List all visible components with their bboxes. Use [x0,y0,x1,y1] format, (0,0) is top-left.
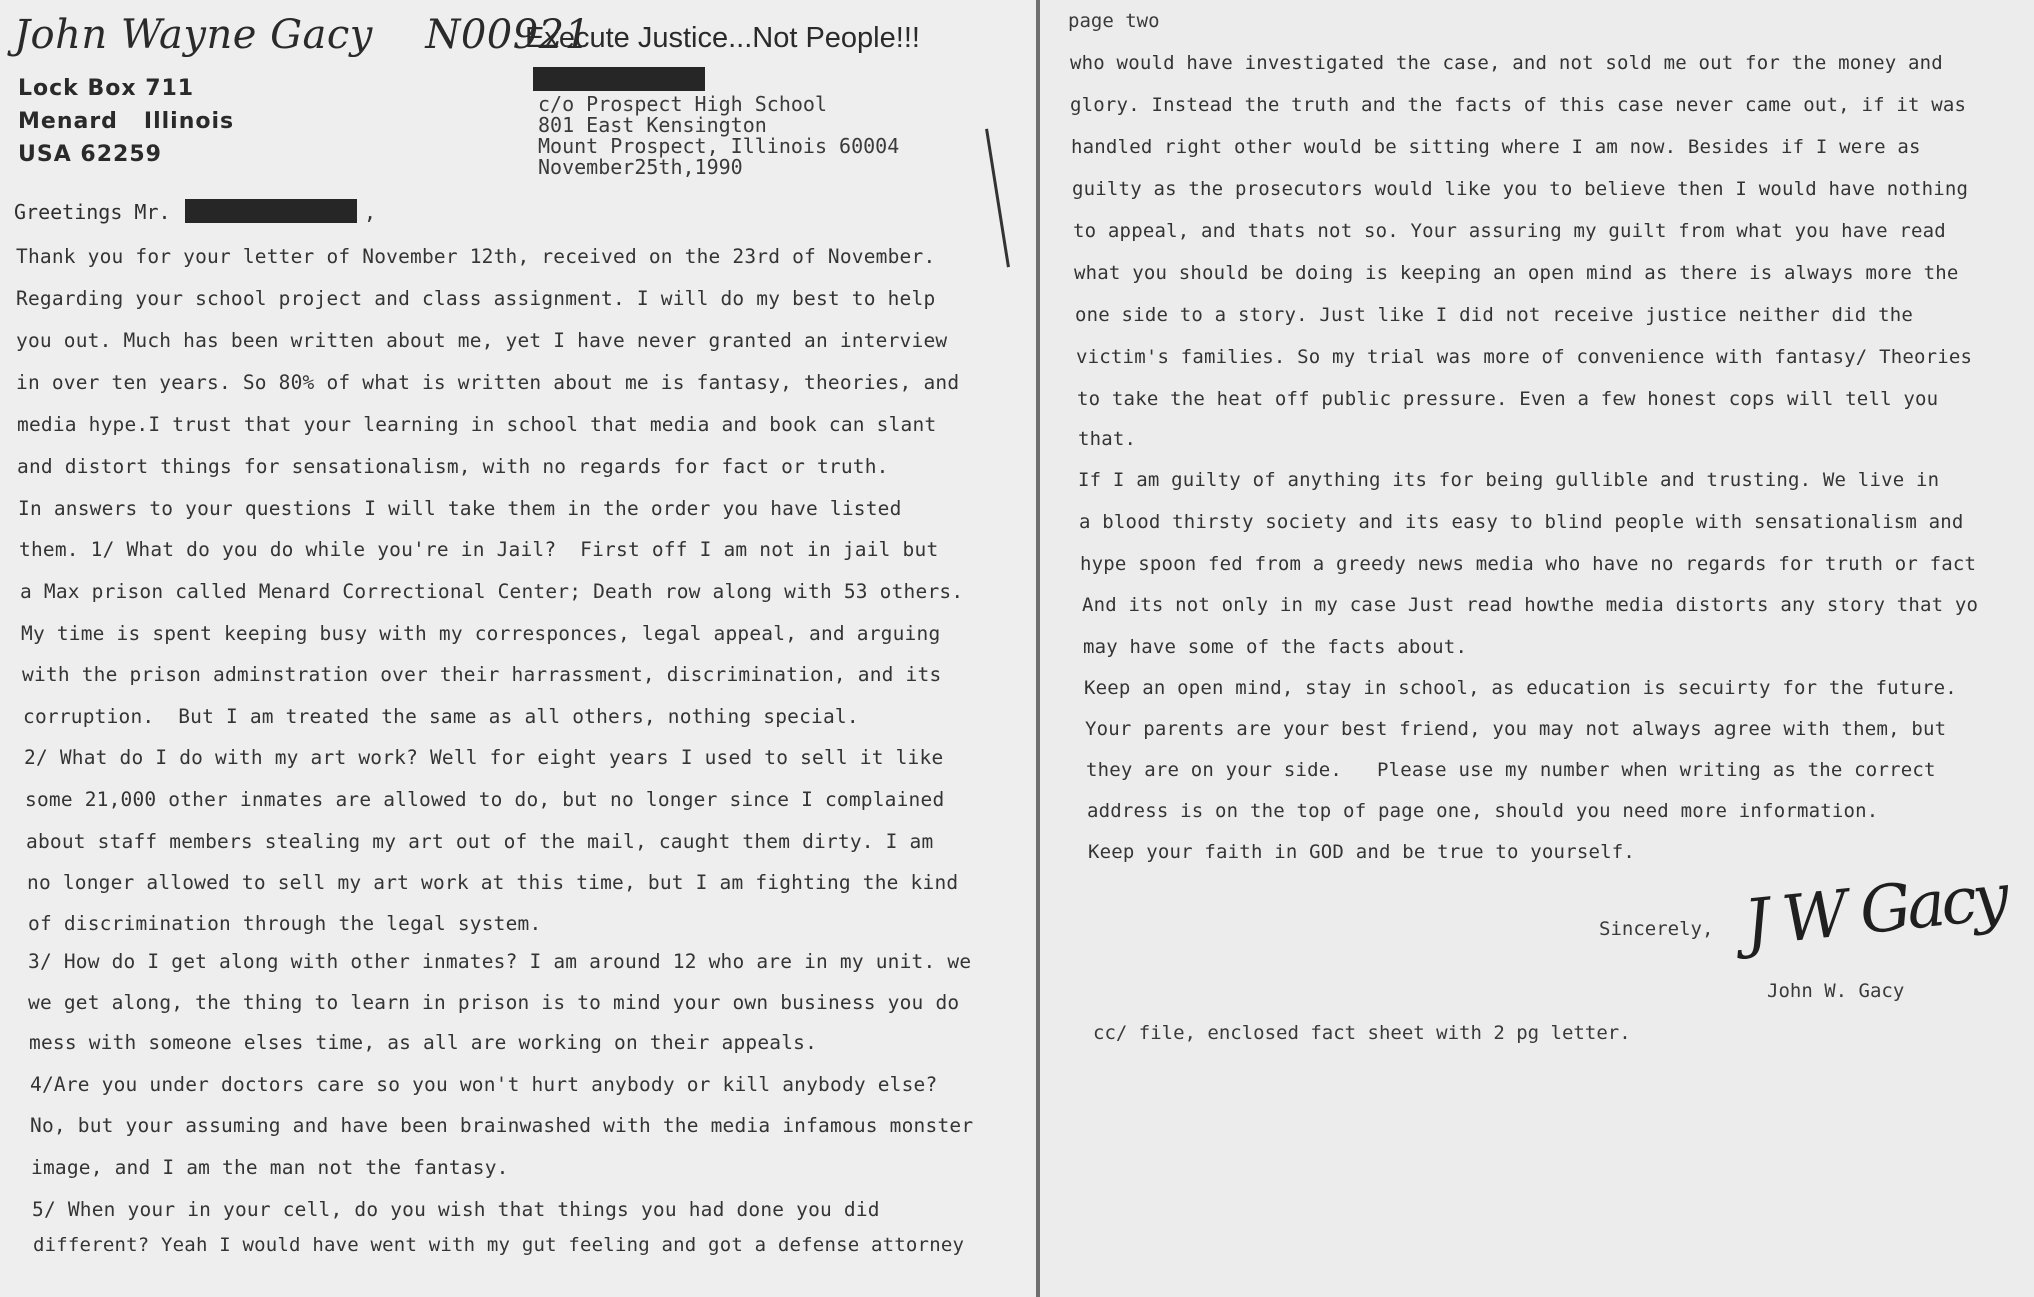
letter-line: Regarding your school project and class assignment. I will do my best to help [16,287,936,310]
letter-line: a Max prison called Menard Correctional Center; Death row along with 53 others. [20,580,964,603]
letter-line: and distort things for sensationalism, with no regards for fact or truth. [17,455,889,478]
letter-line: a blood thirsty society and its easy to blind people with sensationalism and [1079,511,1964,533]
redaction-bar [185,199,357,223]
letter-line: address is on the top of page one, should you need more information. [1087,800,1879,822]
letter-line: we get along, the thing to learn in prison is to mind your own business you do [28,991,960,1014]
page-number-label: page two [1068,10,1160,32]
letter-line: mess with someone elses time, as all are working on their appeals. [29,1031,818,1054]
recipient-address-line: c/o Prospect High School [538,92,827,116]
letter-line: no longer allowed to sell my art work at this time, but I am fighting the kind [27,871,959,894]
letter-line: glory. Instead the truth and the facts of this case never came out, if it was [1070,94,1967,116]
letter-line: some 21,000 other inmates are allowed to do, but no longer since I complained [25,788,945,811]
letter-line: Keep your faith in GOD and be true to yourself. [1088,841,1636,863]
sender-number: N00921 [425,12,591,58]
recipient-address-line: 801 East Kensington [538,113,767,137]
slogan: Execute Justice...Not People!!! [525,22,920,54]
letter-line: And its not only in my case Just read howthe media distorts any story that yo [1082,594,1979,616]
handwritten-signature: J W Gacy [1740,860,2009,962]
letter-line: 5/ When your in your cell, do you wish that things you had done you did [32,1198,880,1221]
letter-line: who would have investigated the case, and not sold me out for the money and [1070,52,1943,74]
letter-line: If I am guilty of anything its for being gullible and trusting. We live in [1078,469,1940,491]
letter-line: guilty as the prosecutors would like you to believe then I would have nothing [1072,178,1969,200]
recipient-address-line: November25th,1990 [538,155,743,179]
return-address [18,72,234,171]
letter-line: what you should be doing is keeping an open mind as there is always more the [1074,262,1959,284]
letter-line: image, and I am the man not the fantasy. [31,1156,509,1179]
signed-name: John W. Gacy [1767,980,1905,1002]
sender-handwritten-header [14,12,591,58]
letter-line: of discrimination through the legal system. [28,912,542,935]
letter-line: hype spoon fed from a greedy news media who have no regards for truth or fact [1080,553,1977,575]
letter-line: about staff members stealing my art out of the mail, caught them dirty. I am [26,830,934,853]
return-address-line: USA 62259 [18,142,162,167]
letter-line: 2/ What do I do with my art work? Well for eight years I used to sell it like [24,746,944,769]
sender-name: John Wayne Gacy [14,12,373,58]
letter-line: No, but your assuming and have been brainwashed with the media infamous monster [30,1114,974,1137]
letter-line: victim's families. So my trial was more of convenience with fantasy/ Theories [1076,346,1973,368]
letter-line: one side to a story. Just like I did not receive justice neither did the [1075,304,1914,326]
letter-line: handled right other would be sitting where I am now. Besides if I were as [1071,136,1921,158]
return-address-line: Lock Box 711 [18,76,195,101]
letter-line: Your parents are your best friend, you may not always agree with them, but [1085,718,1947,740]
redaction-bar [533,67,705,91]
return-address-line: Menard Illinois [18,109,235,134]
letter-line: My time is spent keeping busy with my corresponces, legal appeal, and arguing [21,622,941,645]
recipient-address [538,94,899,178]
recipient-address-line: Mount Prospect, Illinois 60004 [538,134,900,158]
letter-line: to appeal, and thats not so. Your assuring my guilt from what you have read [1073,220,1946,242]
letter-line: may have some of the facts about. [1083,636,1468,658]
letter-line: corruption. But I am treated the same as all others, nothing special. [23,705,859,728]
greeting-text: Greetings Mr. [14,200,171,224]
letter-line: you out. Much has been written about me, yet I have never granted an interview [16,329,948,352]
letter-line: to take the heat off public pressure. Even a few honest cops will tell you [1077,388,1939,410]
letter-line: In answers to your questions I will take them in the order you have listed [18,497,902,520]
carbon-copy-note: cc/ file, enclosed fact sheet with 2 pg letter. [1093,1022,1631,1044]
letter-line: they are on your side. Please use my number when writing as the correct [1086,759,1936,781]
letter-line: Thank you for your letter of November 12th, received on the 23rd of November. [16,245,936,268]
letter-line: in over ten years. So 80% of what is written about me is fantasy, theories, and [16,371,960,394]
letter-line: different? Yeah I would have went with my gut feeling and got a defense attorney [33,1234,965,1256]
letter-line: 3/ How do I get along with other inmates? I am around 12 who are in my unit. we [28,950,972,973]
letter-line: 4/Are you under doctors care so you won't hurt anybody or kill anybody else? [30,1073,938,1096]
letter-line: that. [1078,428,1137,450]
greeting [14,200,171,224]
letter-line: them. 1/ What do you do while you're in Jail? First off I am not in jail but [19,538,939,561]
letter-line: Keep an open mind, stay in school, as education is secuirty for the future. [1084,677,1957,699]
letter-line: media hype.I trust that your learning in school that media and book can slant [17,413,937,436]
greeting-comma: , [364,200,377,224]
letter-line: with the prison adminstration over their harrassment, discrimination, and its [22,663,942,686]
closing-salutation: Sincerely, [1599,918,1714,940]
